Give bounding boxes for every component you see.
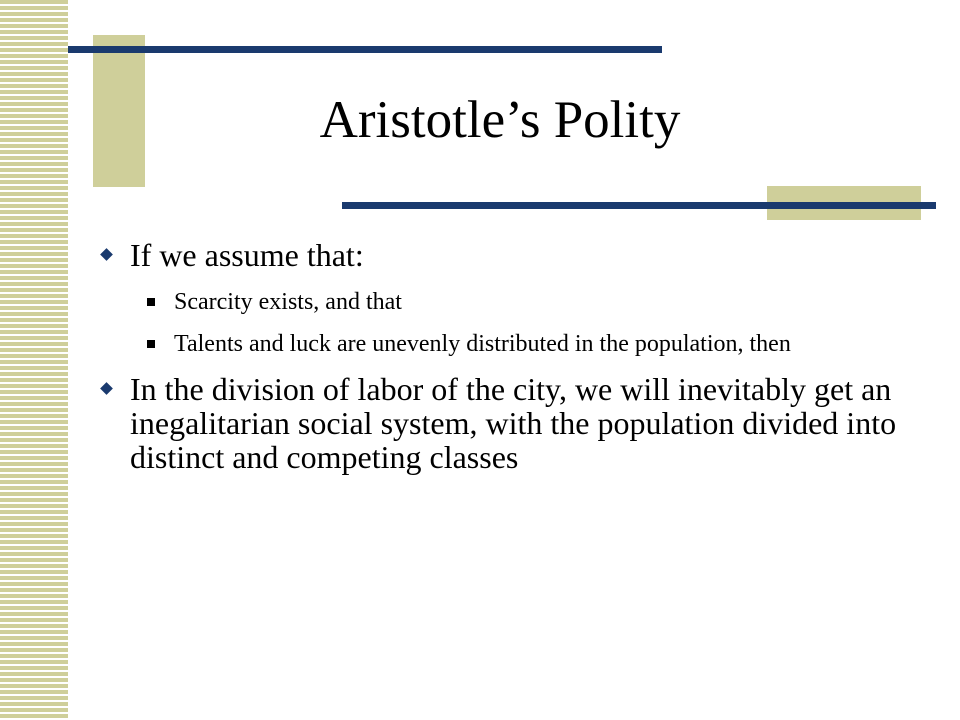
bullet-level1 (100, 238, 900, 272)
navy-line-right-decoration (342, 202, 936, 209)
slide-content (100, 238, 900, 486)
bullet-text: If we assume that: (130, 237, 364, 273)
diamond-bullet-icon (100, 382, 113, 395)
navy-line-top-decoration (68, 46, 662, 53)
bullet-level2 (100, 288, 900, 316)
sub-bullet-text: Scarcity exists, and that (174, 289, 402, 315)
bullet-level1 (100, 372, 900, 474)
square-bullet-icon (147, 340, 155, 348)
slide-title: Aristotle’s Polity (319, 91, 681, 149)
square-bullet-icon (147, 298, 155, 306)
bullet-level2 (100, 330, 900, 358)
diamond-bullet-icon (100, 248, 113, 261)
sub-bullet-text: Talents and luck are unevenly distributed in the population, then (174, 331, 791, 357)
left-stripe-decoration (0, 0, 68, 720)
khaki-block-top-decoration (93, 35, 145, 187)
bullet-text: In the division of labor of the city, we will inevitably get an inegalitarian social system, with the population divided into distinct and competing classes (130, 371, 897, 475)
